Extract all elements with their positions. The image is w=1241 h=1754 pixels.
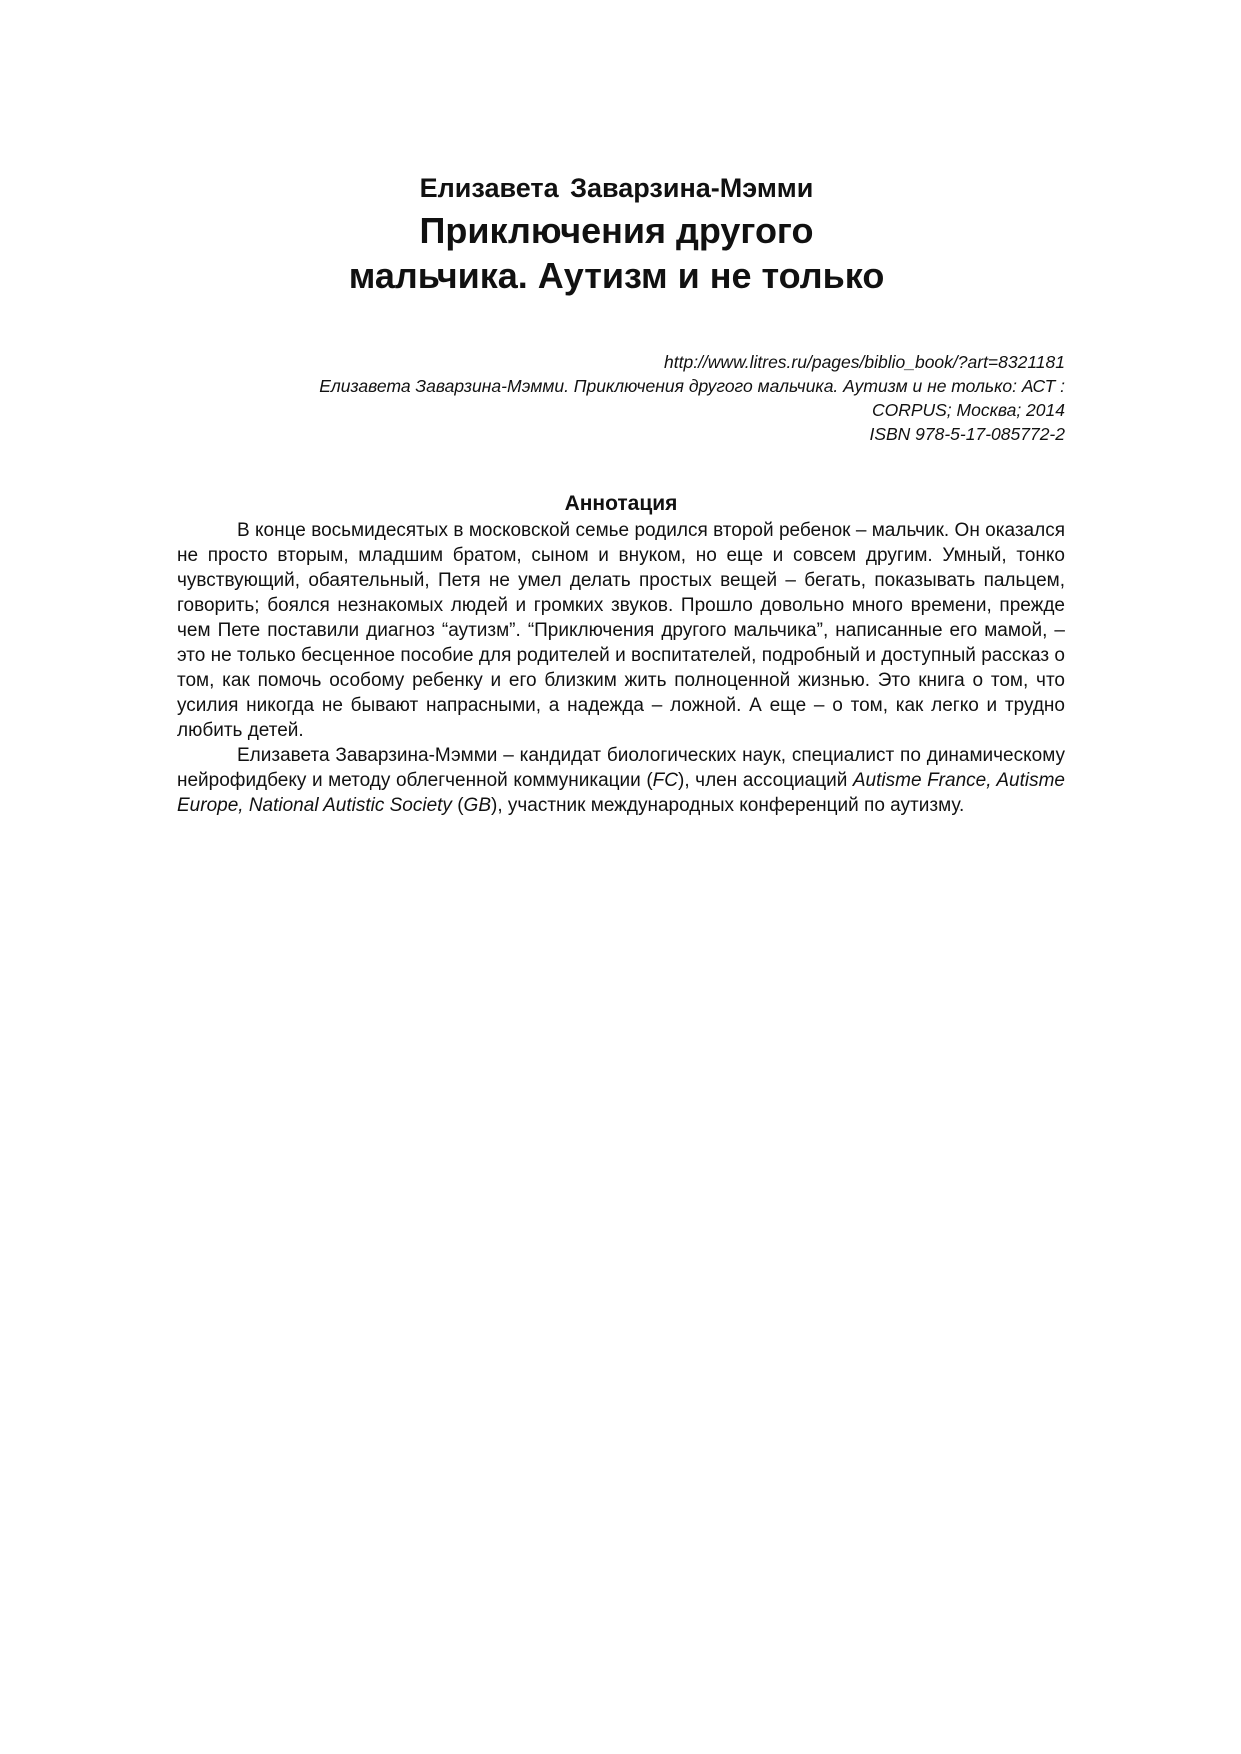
p2-text-4: ), участник международных конференций по аутизму. <box>491 795 965 816</box>
p2-text-1: Елизавета Заварзина-Мэмми – кандидат биологических наук, специалист по динамическому нейрофидбеку и методу облегченной коммуникации ( <box>177 745 1065 791</box>
p2-text-2: ), член ассоциаций <box>678 770 853 791</box>
book-title-line-1: Приключения другого <box>419 210 814 251</box>
p2-organizations: Autisme France, Autisme Europe, National Autistic Society <box>177 770 1065 816</box>
isbn: ISBN 978-5-17-085772-2 <box>869 424 1065 444</box>
author-name: Елизавета Заварзина-Мэмми <box>419 173 814 203</box>
bibliographic-info <box>225 350 1065 446</box>
annotation-paragraph-1: В конце восьмидесятых в московской семье родился второй ребенок – мальчик. Он оказался не просто вторым, младшим братом, сыном и внуком, но еще и совсем другим. Умный, тонко чувствующий, обаятельный, Петя не умел делать простых вещей – бегать, показывать пальцем, говорить; боялся незнакомых людей и громких звуков. Прошло довольно много времени, прежде чем Пете поставили диагноз “аутизм”. “Приключения другого мальчика”, написанные его мамой, – это не только бесценное пособие для родителей и воспитателей, подробный и доступный рассказ о том, как помочь особому ребенку и его близким жить полноценной жизнью. Это книга о том, что усилия никогда не бывают напрасными, а надежда – ложной. А еще – о том, как легко и трудно любить детей. <box>177 520 1065 741</box>
p2-gb: GB <box>463 795 491 816</box>
book-title <box>0 208 1241 298</box>
p2-fc: FC <box>652 770 678 791</box>
annotation-section <box>177 490 1065 818</box>
annotation-heading: Аннотация <box>564 492 678 515</box>
title-block <box>0 170 1241 298</box>
p2-text-3: ( <box>451 795 464 816</box>
citation-line-1: Елизавета Заварзина-Мэмми. Приключения другого мальчика. Аутизм и не только: АСТ : <box>319 376 1065 396</box>
citation-line-2: CORPUS; Москва; 2014 <box>871 400 1065 420</box>
annotation-paragraph-2 <box>177 743 1065 818</box>
source-url: http://www.litres.ru/pages/biblio_book/?art=8321181 <box>664 352 1065 372</box>
book-title-line-2: мальчика. Аутизм и не только <box>348 255 885 296</box>
